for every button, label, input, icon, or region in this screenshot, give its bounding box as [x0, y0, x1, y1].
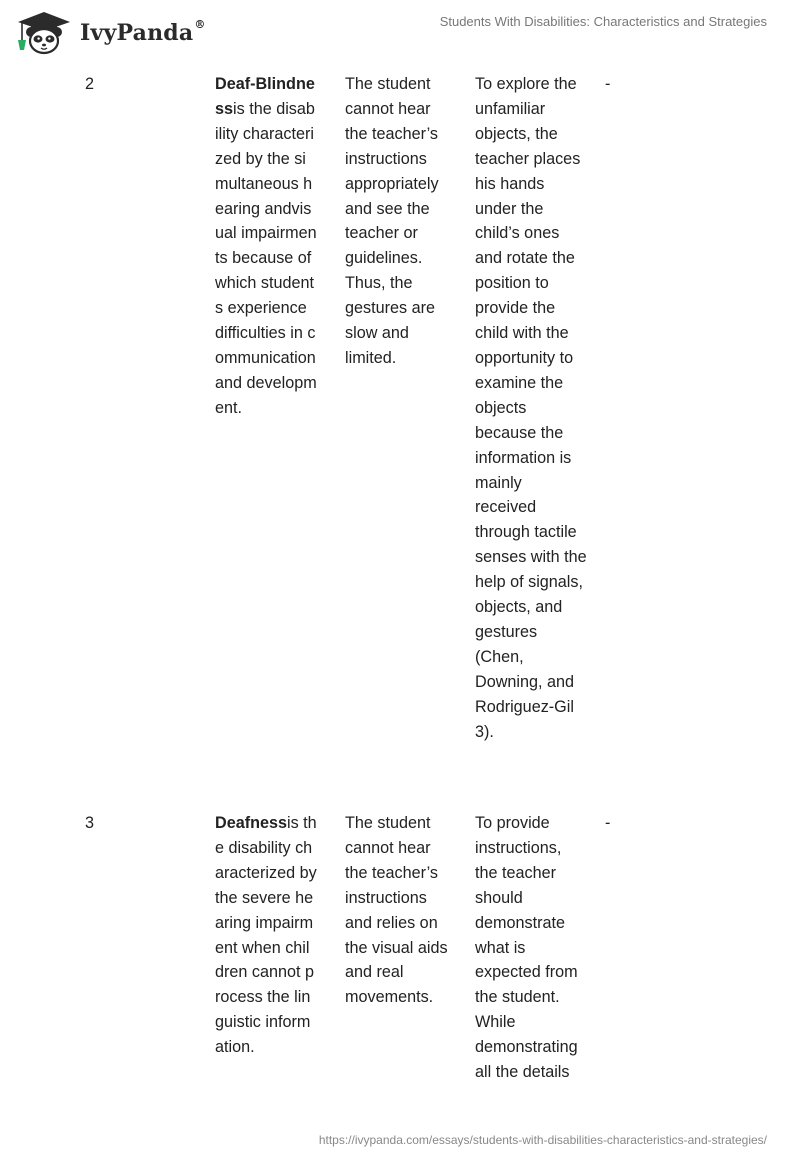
- disability-description: [215, 811, 318, 1060]
- notes-text: -: [605, 814, 611, 832]
- strategy-text: To provide instructions, the teacher should demonstrate what is expected from the student. While demonstrating all the details: [475, 814, 578, 1082]
- row-number: 2: [85, 75, 95, 93]
- notes-text: -: [605, 75, 611, 93]
- panda-graduate-icon: [14, 10, 74, 56]
- observation-text: The student cannot hear the teacher’s instructions appropriately and see the teacher or guidelines. Thus, the gestures are slow and limited.: [345, 75, 439, 367]
- observation-text: The student cannot hear the teacher’s instructions and relies on the visual aids and real movements.: [345, 814, 448, 1007]
- disability-term: Deafness: [215, 814, 287, 832]
- ivypanda-logo[interactable]: [14, 8, 206, 58]
- brand-name: IvyPanda®: [80, 17, 206, 46]
- source-url-link[interactable]: https://ivypanda.com/essays/students-with-disabilities-characteristics-and-strategies/: [318, 1133, 767, 1147]
- disability-text: is the disability characterized by the severe hearing impairment when children cannot process the linguistic information.: [215, 814, 317, 1057]
- disability-description: [215, 72, 318, 421]
- strategy-text: To explore the unfamiliar objects, the teacher places his hands under the child’s ones and rotate the position to provide the child with the opportunity to examine the objects because the information is mainly received through tactile senses with the help of signals, objects, and gestures (Chen, Downing, and Rodriguez-Gil 3).: [475, 75, 587, 741]
- document-title: Students With Disabilities: Characteristics and Strategies: [439, 14, 767, 29]
- disability-text: is the disability characterized by the simultaneous hearing andvisual impairments because of which students experience difficulties in communication and development.: [215, 99, 317, 417]
- disability-term: Deaf-Blindness: [215, 75, 315, 118]
- row-number: 3: [85, 814, 95, 832]
